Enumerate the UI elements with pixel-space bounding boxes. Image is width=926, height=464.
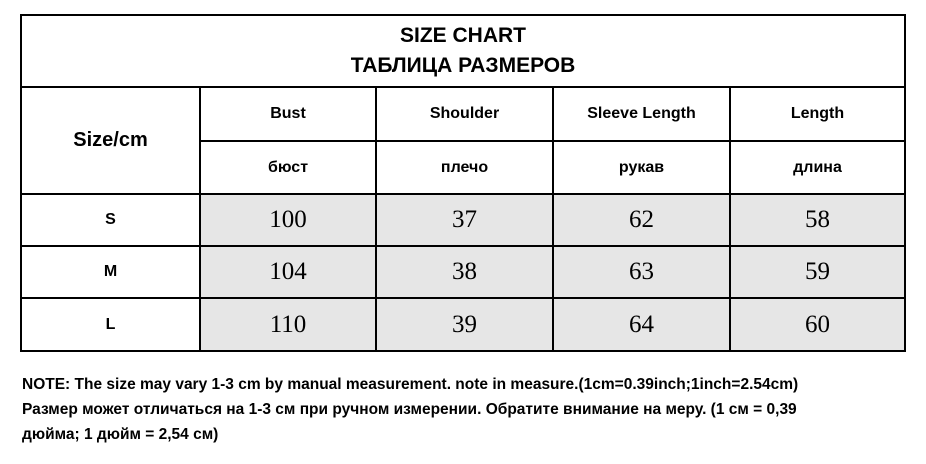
table-row [22,298,904,350]
size-chart-title [22,16,904,88]
length-value: 59 [730,246,904,298]
shoulder-value: 37 [376,194,553,246]
shoulder-value: 38 [376,246,553,298]
note-line-russian: Размер может отличаться на 1-3 см при ручном измерении. Обратите внимание на меру. (1 см = 0,39 [22,401,797,418]
title-russian: ТАБЛИЦА РАЗМЕРОВ [350,54,576,77]
size-label: S [22,194,200,246]
column-header-sleeve-length-ru: рукав [553,141,730,194]
bust-value: 104 [200,246,376,298]
table-row [22,194,904,246]
measurement-note [22,372,912,447]
size-label: L [22,298,200,350]
shoulder-value: 39 [376,298,553,350]
size-cm-header: Size/cm [22,88,200,194]
column-header-sleeve-length: Sleeve Length [553,88,730,141]
column-header-bust-ru: бюст [200,141,376,194]
bust-value: 110 [200,298,376,350]
column-header-length: Length [730,88,904,141]
table-row [22,246,904,298]
header-row-english [22,88,904,141]
size-table [22,88,904,350]
length-value: 58 [730,194,904,246]
bust-value: 100 [200,194,376,246]
note-line-english: NOTE: The size may vary 1-3 cm by manual measurement. note in measure.(1cm=0.39inch;1inch=2.54cm) [22,376,799,393]
column-header-shoulder-ru: плечо [376,141,553,194]
column-header-length-ru: длина [730,141,904,194]
title-english: SIZE CHART [400,24,526,47]
size-label: M [22,246,200,298]
sleeve-length-value: 62 [553,194,730,246]
column-header-bust: Bust [200,88,376,141]
size-chart [20,14,906,352]
column-header-shoulder: Shoulder [376,88,553,141]
note-line-russian-continued: дюйма; 1 дюйм = 2,54 см) [22,426,219,443]
sleeve-length-value: 63 [553,246,730,298]
sleeve-length-value: 64 [553,298,730,350]
length-value: 60 [730,298,904,350]
